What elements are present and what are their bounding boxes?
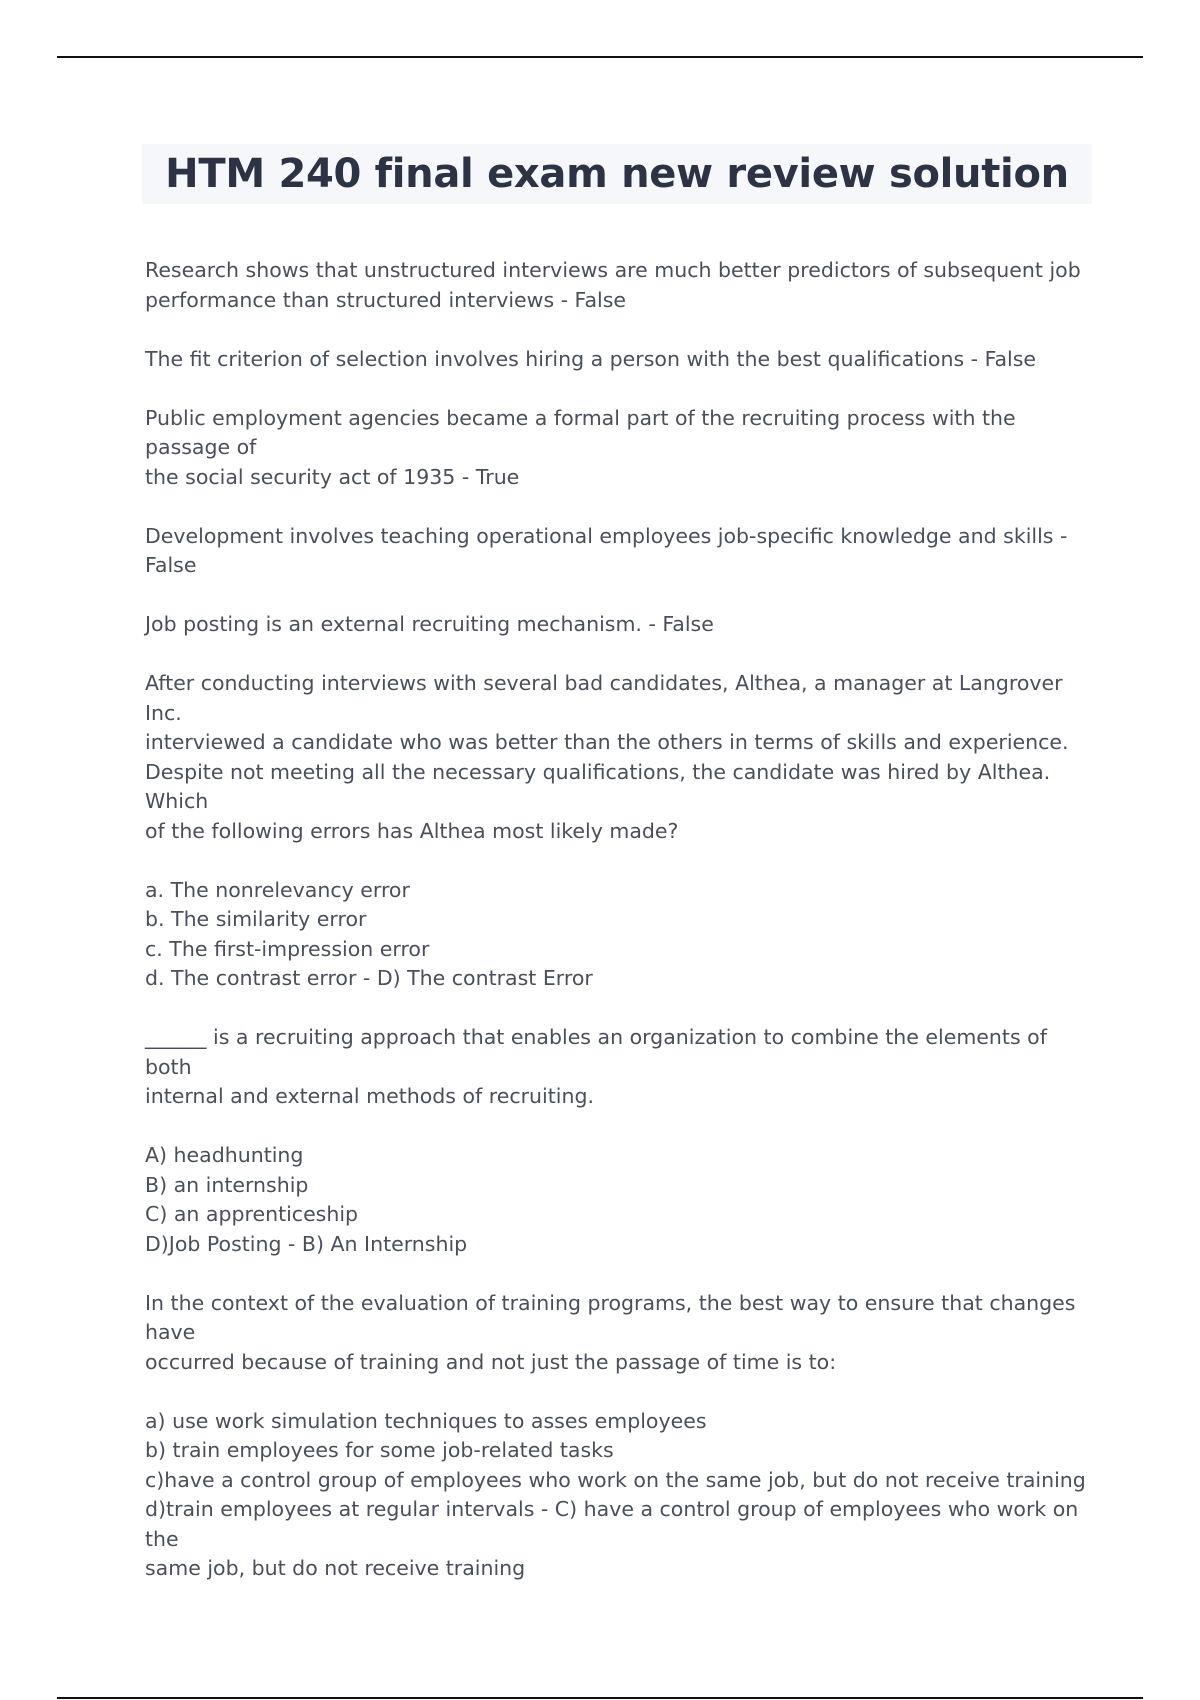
text-line: of the following errors has Althea most likely made? bbox=[145, 818, 679, 843]
option-b: B) an internship bbox=[145, 1172, 309, 1197]
text-line: Research shows that unstructured interviews are much better predictors of subsequent job bbox=[145, 258, 1081, 282]
text-line: Job posting is an external recruiting mechanism. - False bbox=[145, 612, 714, 636]
document-body bbox=[145, 256, 1090, 1613]
option-a: a) use work simulation techniques to asses employees bbox=[145, 1408, 707, 1433]
option-a: A) headhunting bbox=[145, 1143, 304, 1167]
text-line: ______ is a recruiting approach that enables an organization to combine the elements of both bbox=[145, 1025, 1047, 1079]
question-3 bbox=[145, 404, 1090, 493]
text-line: the social security act of 1935 - True bbox=[145, 464, 520, 489]
text-line: internal and external methods of recruiting. bbox=[145, 1084, 594, 1108]
title-band bbox=[142, 144, 1092, 204]
option-d-answer: d. The contrast error - D) The contrast Error bbox=[145, 966, 593, 990]
option-d-answer: d)train employees at regular intervals - C) have a control group of employees who work on the bbox=[145, 1497, 1079, 1551]
page-title: HTM 240 final exam new review solution bbox=[165, 151, 1069, 197]
option-b: b. The similarity error bbox=[145, 907, 367, 931]
text-line: Public employment agencies became a formal part of the recruiting process with the passage of bbox=[145, 405, 1016, 459]
bottom-rule bbox=[57, 1697, 1143, 1699]
option-d-answer-continued: same job, but do not receive training bbox=[145, 1556, 526, 1580]
question-7-options bbox=[145, 1141, 1090, 1259]
text-line: Despite not meeting all the necessary qualifications, the candidate was hired by Althea. Which bbox=[145, 759, 1051, 813]
option-a: a. The nonrelevancy error bbox=[145, 877, 410, 902]
option-d-answer: D)Job Posting - B) An Internship bbox=[145, 1231, 468, 1256]
text-line: interviewed a candidate who was better than the others in terms of skills and experience. bbox=[145, 730, 1069, 754]
question-1 bbox=[145, 256, 1090, 315]
option-c: C) an apprenticeship bbox=[145, 1202, 359, 1226]
text-line: After conducting interviews with several bad candidates, Althea, a manager at Langrover Inc. bbox=[145, 671, 1063, 725]
question-6-stem bbox=[145, 669, 1090, 846]
question-8-stem bbox=[145, 1289, 1090, 1378]
option-b: b) train employees for some job-related tasks bbox=[145, 1438, 614, 1462]
text-line: Development involves teaching operational employees job-specific knowledge and skills - False bbox=[145, 523, 1068, 577]
text-line: occurred because of training and not just the passage of time is to: bbox=[145, 1349, 837, 1374]
question-7-stem bbox=[145, 1023, 1090, 1112]
question-2 bbox=[145, 345, 1090, 375]
text-line: performance than structured interviews - False bbox=[145, 287, 627, 312]
text-line: The fit criterion of selection involves hiring a person with the best qualifications - False bbox=[145, 346, 1037, 371]
question-8-options bbox=[145, 1407, 1090, 1584]
text-line: In the context of the evaluation of training programs, the best way to ensure that changes have bbox=[145, 1290, 1076, 1344]
top-rule bbox=[57, 56, 1143, 58]
question-6-options bbox=[145, 876, 1090, 994]
question-5 bbox=[145, 610, 1090, 640]
option-c: c. The first-impression error bbox=[145, 936, 430, 961]
question-4 bbox=[145, 522, 1090, 581]
option-c: c)have a control group of employees who work on the same job, but do not receive training bbox=[145, 1467, 1086, 1492]
